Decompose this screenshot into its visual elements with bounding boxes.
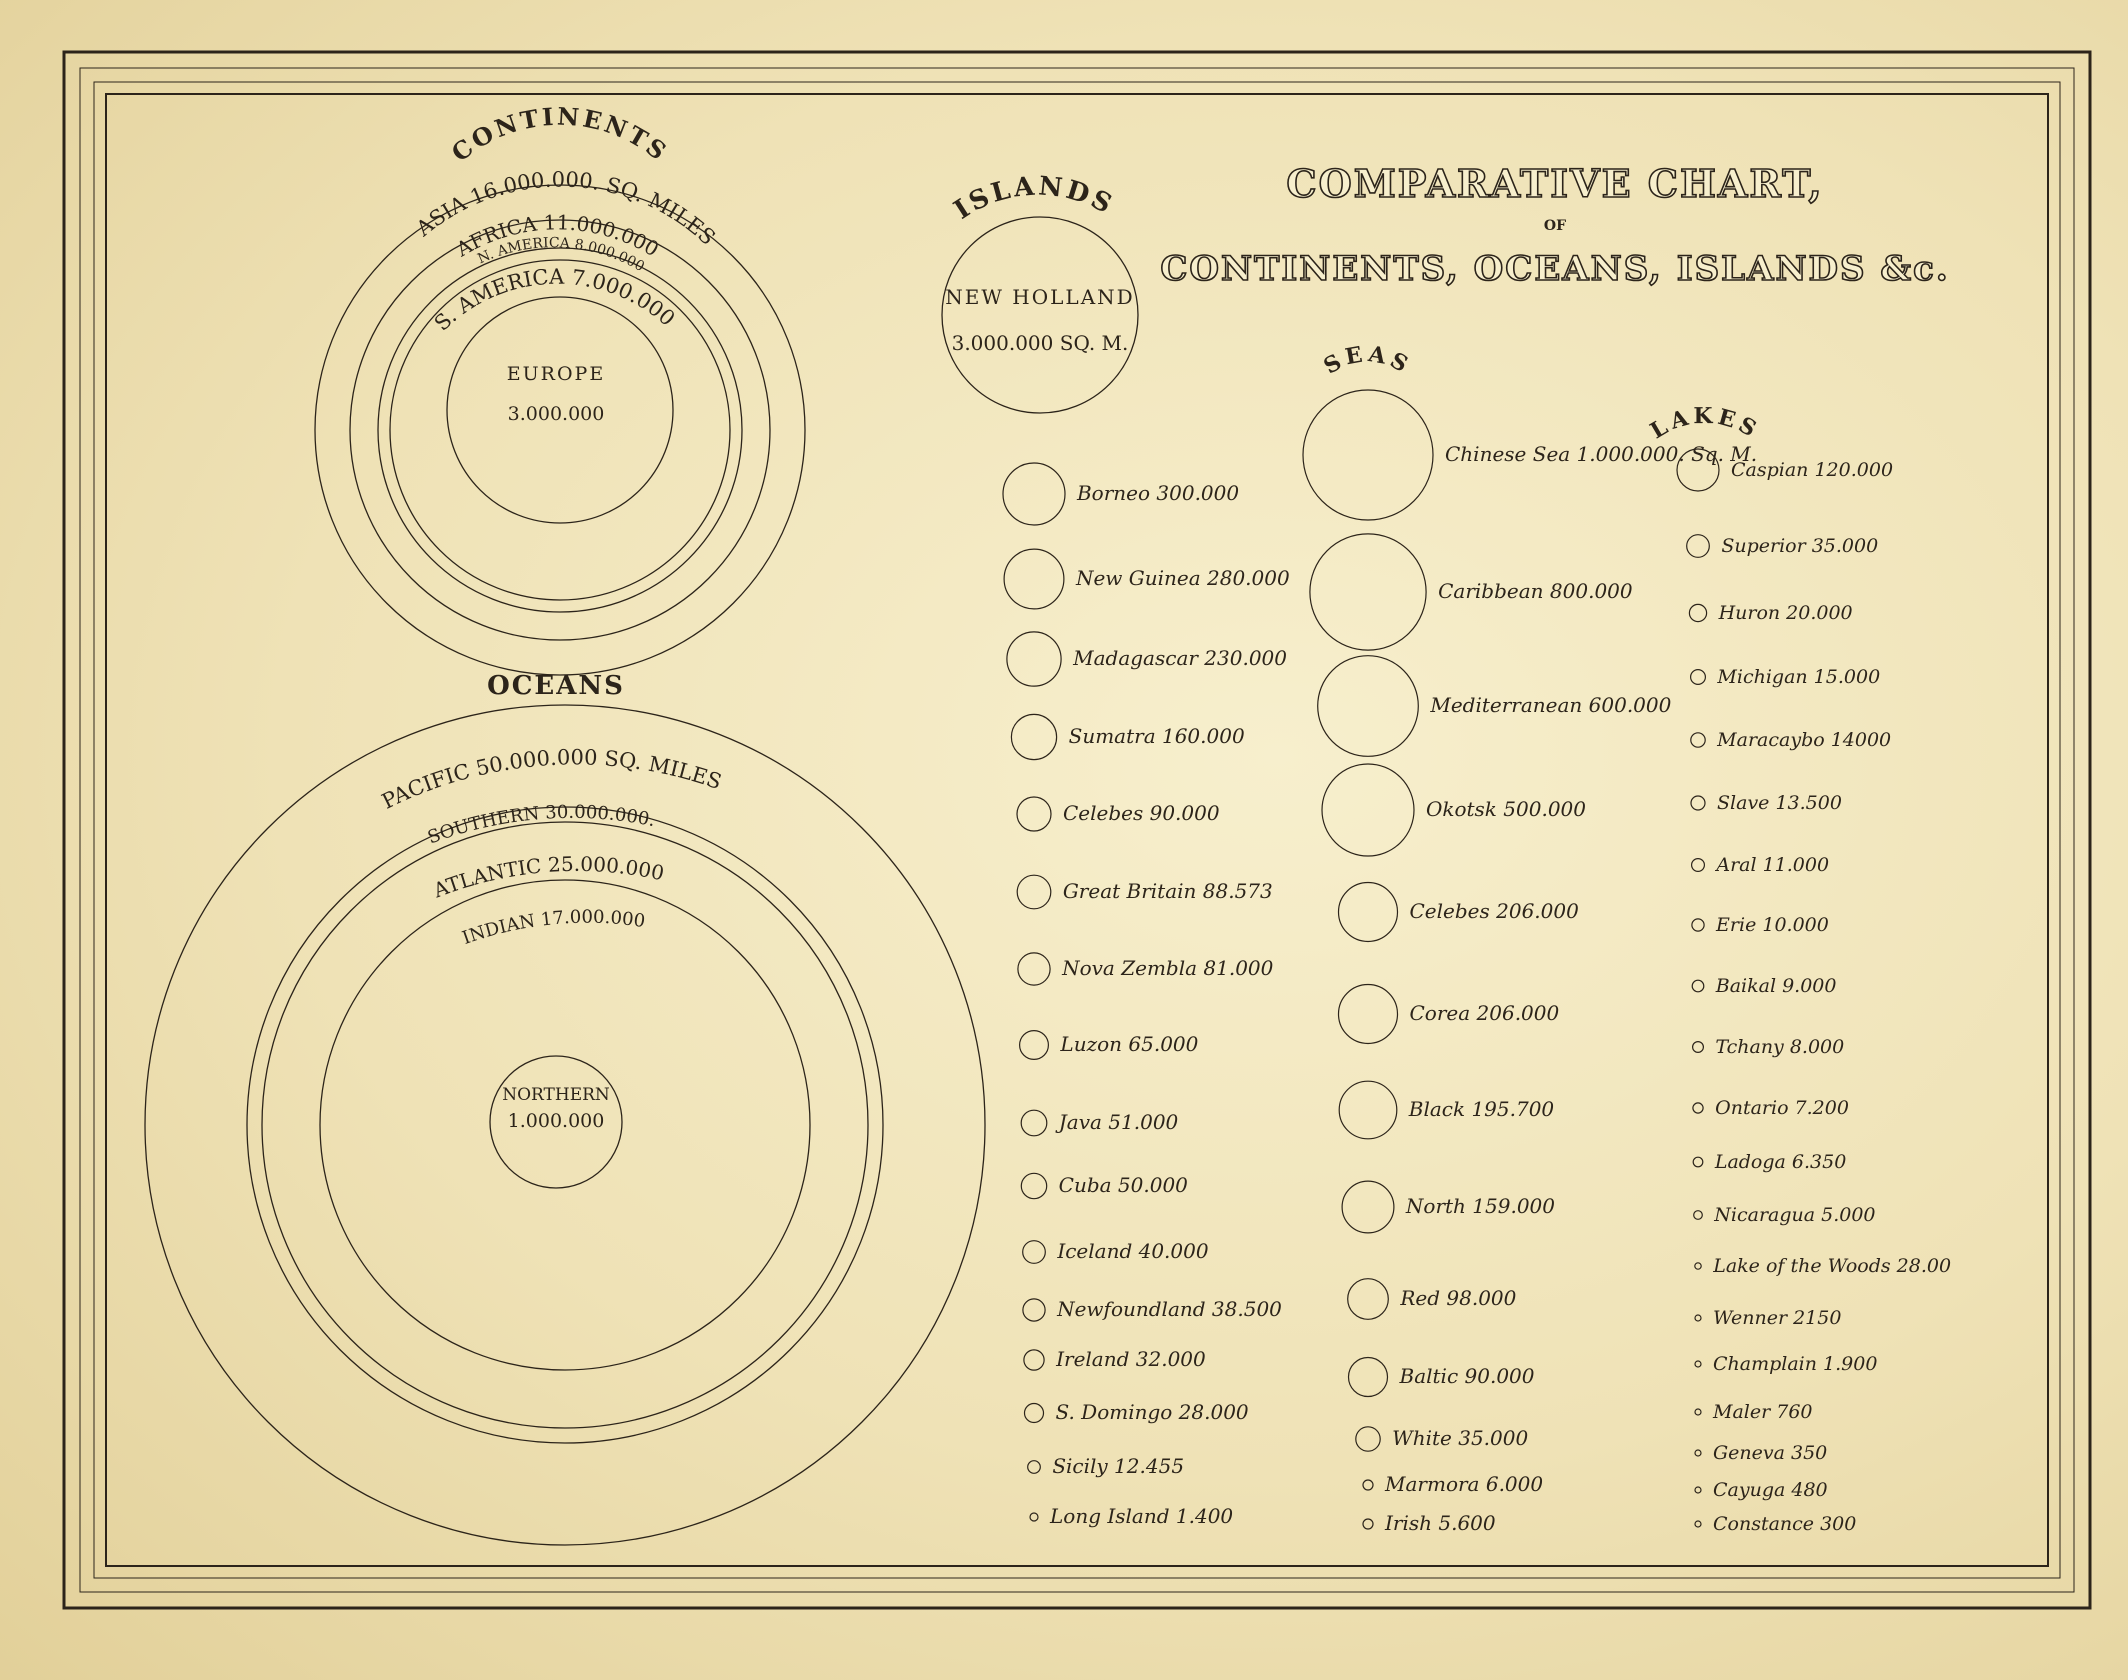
title-line-1: COMPARATIVE CHART, [1286,161,1824,206]
sea-circle-corea [1339,985,1398,1044]
lake-label-champlain: Champlain 1.900 [1713,1353,1878,1375]
island-circle-java [1021,1110,1047,1136]
seas-heading: SEAS [1319,341,1416,380]
island-circle-luzon [1020,1031,1049,1060]
lake-label-tchany: Tchany 8.000 [1715,1036,1845,1058]
island-label-new-guinea: New Guinea 280.000 [1075,566,1290,590]
island-label-borneo: Borneo 300.000 [1076,481,1240,505]
continent-label-s-america: S. AMERICA 7.000.000 [429,264,680,336]
sea-circle-mediterranean [1318,656,1419,757]
lakes-section [1646,403,1951,1535]
sea-circle-red [1348,1279,1389,1320]
lake-circle-ontario [1693,1103,1703,1113]
ocean-label-indian: INDIAN 17.000.000 [459,906,647,949]
island-circle-new-guinea [1004,549,1064,609]
lake-circle-slave [1691,796,1705,810]
continent-label-africa: AFRICA 11.000.000 [452,210,664,262]
sea-label-okotsk: Okotsk 500.000 [1425,797,1587,821]
sea-label-marmora: Marmora 6.000 [1385,1472,1544,1496]
sea-circle-irish [1363,1519,1373,1529]
lake-circle-cayuga [1695,1487,1701,1493]
sea-label-corea: Corea 206.000 [1409,1001,1560,1025]
sea-circle-celebes [1339,883,1398,942]
island-circle-iceland [1023,1241,1046,1264]
continents-diagram [315,101,805,675]
sea-circle-baltic [1349,1358,1388,1397]
lake-label-maler: Maler 760 [1713,1401,1813,1423]
sea-label-baltic: Baltic 90.000 [1399,1364,1535,1388]
sea-circle-north [1342,1181,1394,1233]
lake-circle-champlain [1695,1361,1701,1367]
oceans-diagram [145,671,985,1545]
lake-circle-tchany [1693,1042,1704,1053]
lake-circle-nicaragua [1694,1211,1703,1220]
sea-label-irish: Irish 5.600 [1385,1511,1496,1535]
oceans-heading: OCEANS [487,671,625,701]
island-label-java: Java 51.000 [1058,1110,1179,1134]
lake-label-baikal: Baikal 9.000 [1715,975,1837,997]
lake-circle-geneva [1695,1450,1701,1456]
sea-circle-caribbean [1310,534,1426,650]
lake-circle-erie [1692,919,1704,931]
island-circle-sumatra [1011,714,1056,759]
island-label-nova-zembla: Nova Zembla 81.000 [1062,956,1274,980]
lake-circle-ladoga [1693,1157,1703,1167]
sea-circle-okotsk [1322,764,1414,856]
sea-label-celebes: Celebes 206.000 [1409,899,1579,923]
lake-label-cayuga: Cayuga 480 [1713,1479,1828,1501]
islands-section [942,171,1290,1528]
lake-circle-michigan [1691,670,1706,685]
lake-label-ladoga: Ladoga 6.350 [1714,1151,1847,1173]
lake-label-nicaragua: Nicaragua 5.000 [1714,1204,1876,1226]
continent-ring-n-america [378,248,742,612]
island-value-new-holland: 3.000.000 SQ. M. [951,331,1129,355]
lake-circle-superior [1687,535,1710,558]
ocean-label-pacific: PACIFIC 50.000.000 SQ. MILES [378,745,725,814]
sea-label-mediterranean: Mediterranean 600.000 [1430,693,1672,717]
title-line-2: CONTINENTS, OCEANS, ISLANDS &c. [1160,249,1950,289]
lake-label-superior: Superior 35.000 [1721,535,1879,557]
ocean-value-northern: 1.000.000 [507,1110,605,1132]
lake-circle-baikal [1692,980,1704,992]
lake-label-caspian: Caspian 120.000 [1731,459,1894,481]
lake-label-geneva: Geneva 350 [1713,1442,1828,1464]
islands-heading: ISLANDS [948,171,1120,226]
lake-label-ontario: Ontario 7.200 [1715,1097,1849,1119]
island-circle-ireland [1024,1350,1044,1370]
lake-circle-maler [1695,1409,1701,1415]
sea-circle-black [1339,1081,1397,1139]
lake-circle-maracaybo [1691,733,1705,747]
island-label-long-island: Long Island 1.400 [1050,1504,1234,1528]
island-label-madagascar: Madagascar 230.000 [1073,646,1288,670]
lake-circle-lake-of-the-woods [1695,1263,1701,1269]
island-circle-sicily [1028,1461,1041,1474]
lake-label-aral: Aral 11.000 [1716,854,1830,876]
ocean-label-southern: SOUTHERN 30.000.000. [424,801,657,849]
lake-circle-wenner [1695,1315,1701,1321]
island-label-sumatra: Sumatra 160.000 [1068,724,1245,748]
island-label-cuba: Cuba 50.000 [1058,1173,1188,1197]
sea-label-caribbean: Caribbean 800.000 [1438,579,1633,603]
seas-section [1303,341,1757,1535]
lake-label-maracaybo: Maracaybo 14000 [1717,729,1892,751]
island-label-s-domingo: S. Domingo 28.000 [1055,1400,1249,1424]
islands-list [1003,463,1290,1528]
sea-label-north: North 159.000 [1405,1194,1556,1218]
continent-label-europe: EUROPE [506,363,606,385]
lakes-list [1677,449,1951,1535]
lake-circle-aral [1692,859,1705,872]
island-circle-newfoundland [1023,1299,1045,1321]
lake-label-lake-of-the-woods: Lake of the Woods 28.00 [1713,1255,1952,1277]
lake-circle-constance [1695,1521,1701,1527]
island-label-luzon: Luzon 65.000 [1060,1032,1199,1056]
ocean-label-northern: NORTHERN [502,1085,610,1105]
lakes-heading: LAKES [1645,403,1765,445]
seas-list [1303,390,1757,1535]
island-label-sicily: Sicily 12.455 [1052,1454,1185,1478]
island-label-celebes: Celebes 90.000 [1062,801,1220,825]
island-label-new-holland: NEW HOLLAND [945,285,1135,309]
sea-circle-chinese-sea [1303,390,1433,520]
lake-label-slave: Slave 13.500 [1717,792,1842,814]
title-of: OF [1543,218,1567,234]
ocean-label-atlantic: ATLANTIC 25.000.000 [430,851,667,903]
chart-title [1160,161,1949,289]
sea-circle-white [1356,1427,1380,1451]
island-label-newfoundland: Newfoundland 38.500 [1057,1297,1282,1321]
sea-label-red: Red 98.000 [1400,1286,1517,1310]
lake-circle-huron [1689,604,1706,621]
island-circle-new-holland [942,217,1138,413]
island-circle-nova-zembla [1018,953,1050,985]
lake-label-wenner: Wenner 2150 [1713,1307,1842,1329]
lake-label-michigan: Michigan 15.000 [1717,666,1881,688]
island-circle-borneo [1003,463,1065,525]
island-circle-cuba [1021,1173,1046,1198]
continent-label-asia: ASIA 16.000.000. SQ. MILES [411,167,720,250]
island-label-iceland: Iceland 40.000 [1057,1239,1209,1263]
lake-label-erie: Erie 10.000 [1716,914,1829,936]
island-circle-celebes [1017,797,1051,831]
sea-label-white: White 35.000 [1392,1426,1529,1450]
continent-value-europe: 3.000.000 [507,403,605,425]
island-circle-madagascar [1007,632,1061,686]
continent-ring-asia [315,185,805,675]
continents-heading: CONTINENTS [445,101,675,168]
island-label-ireland: Ireland 32.000 [1056,1347,1206,1371]
lake-label-constance: Constance 300 [1713,1513,1857,1535]
continent-label-n-america: N. AMERICA 8.000.000 [475,235,648,276]
lake-label-huron: Huron 20.000 [1718,602,1853,624]
island-circle-long-island [1030,1513,1038,1521]
island-circle-s-domingo [1025,1404,1044,1423]
sea-label-chinese-sea: Chinese Sea 1.000.000. Sq. M. [1445,442,1758,466]
island-circle-great-britain [1017,875,1051,909]
sea-label-black: Black 195.700 [1408,1097,1555,1121]
island-label-great-britain: Great Britain 88.573 [1062,879,1273,903]
sea-circle-marmora [1363,1480,1373,1490]
